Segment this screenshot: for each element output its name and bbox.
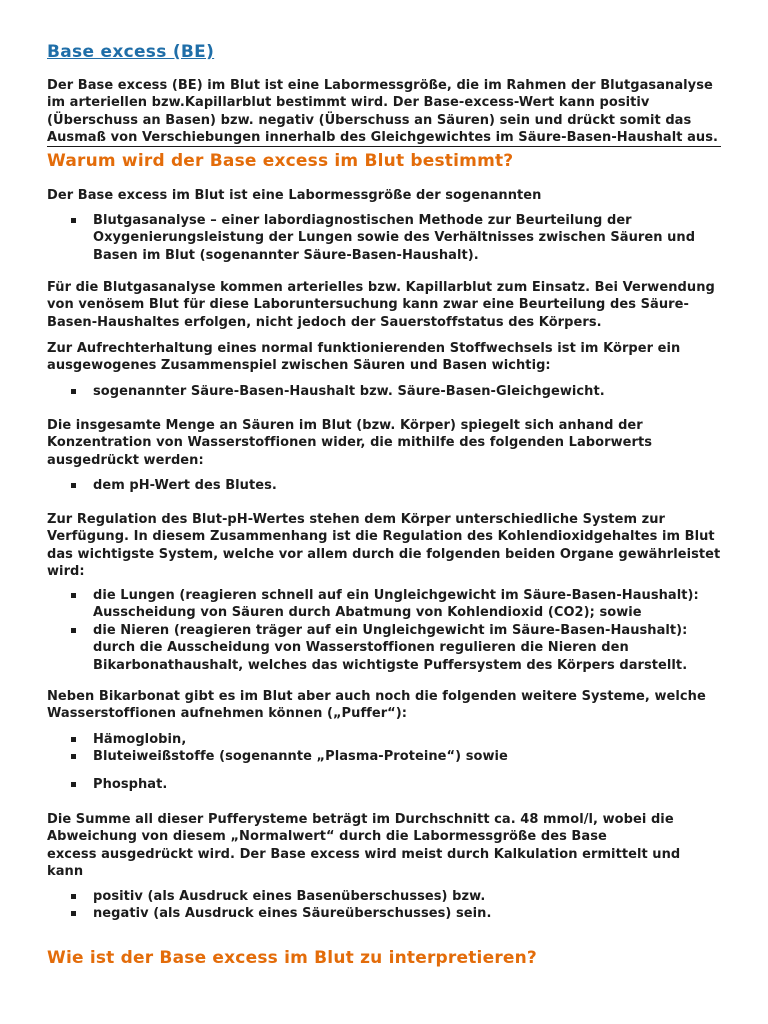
- section-heading-interpret: Wie ist der Base excess im Blut zu interpretieren?: [47, 948, 537, 968]
- list-item-line: sogenannter Säure-Basen-Haushalt bzw. Säure-Basen-Gleichgewicht.: [93, 384, 605, 399]
- paragraph-line: Die insgesamte Menge an Säuren im Blut (bzw. Körper) spiegelt sich anhand der: [47, 418, 643, 433]
- paragraph-line: ausgewogenes Zusammenspiel zwischen Säuren und Basen wichtig:: [47, 358, 551, 374]
- page-title: Base excess (BE): [47, 42, 215, 62]
- paragraph-line: wird:: [47, 564, 85, 580]
- list-item-line: Oxygenierungsleistung der Lungen sowie des Verhältnisses zwischen Säuren und: [93, 230, 696, 246]
- intro-paragraph: [47, 77, 718, 147]
- list-item-line: Blutgasanalyse – einer labordiagnostischen Methode zur Beurteilung der: [93, 213, 632, 228]
- list-item: [47, 622, 699, 674]
- bullet-list: [47, 587, 699, 674]
- list-item: [47, 748, 508, 765]
- paragraph: [47, 279, 715, 331]
- square-bullet-icon: [71, 737, 76, 742]
- list-item-line: negativ (als Ausdruck eines Säureüberschusses) sein.: [93, 906, 492, 922]
- paragraph-line: (Überschuss an Basen) bzw. negativ (Überschuss an Säuren) sein und drückt somit das: [47, 112, 692, 128]
- list-item: [47, 383, 605, 400]
- list-item-line: Bluteiweißstoffe (sogenannte „Plasma-Proteine“) sowie: [93, 749, 508, 765]
- list-item: [47, 587, 699, 622]
- square-bullet-icon: [71, 894, 76, 899]
- list-item: [47, 477, 277, 494]
- paragraph-line: kann: [47, 864, 84, 880]
- paragraph: [47, 187, 541, 204]
- square-bullet-icon: [71, 782, 76, 787]
- bullet-list: [47, 383, 605, 400]
- list-item-line: die Nieren (reagieren träger auf ein Ungleichgewicht im Säure-Basen-Haushalt):: [93, 622, 688, 638]
- square-bullet-icon: [71, 628, 76, 633]
- paragraph-line: das wichtigste System, welche vor allem durch die folgenden beiden Organe gewährleistet: [47, 546, 721, 562]
- section-divider: [47, 146, 721, 147]
- paragraph-line: ausgedrückt werden:: [47, 452, 204, 468]
- paragraph-line: Wasserstoffionen aufnehmen können („Puffer“):: [47, 706, 408, 722]
- square-bullet-icon: [71, 218, 76, 223]
- paragraph: [47, 417, 652, 469]
- list-item-line: durch die Ausscheidung von Wasserstoffionen regulieren die Nieren den: [93, 640, 629, 656]
- square-bullet-icon: [71, 389, 76, 394]
- paragraph-line: im arteriellen bzw.Kapillarblut bestimmt wird. Der Base-excess-Wert kann positiv: [47, 95, 650, 111]
- list-item-line: dem pH-Wert des Blutes.: [93, 478, 277, 493]
- list-item-line: Basen im Blut (sogenannter Säure-Basen-Haushalt).: [93, 247, 479, 263]
- paragraph: [47, 811, 680, 881]
- paragraph-line: Konzentration von Wasserstoffionen wider, die mithilfe des folgenden Laborwerts: [47, 435, 653, 451]
- list-item-line: positiv (als Ausdruck eines Basenüberschusses) bzw.: [93, 889, 486, 904]
- bullet-list: [47, 212, 695, 264]
- paragraph: [47, 340, 680, 375]
- paragraph-line: Der Base excess (BE) im Blut ist eine Labormessgröße, die im Rahmen der Blutgasanalyse: [47, 78, 713, 93]
- list-item-line: Bikarbonathaushalt, welches das wichtigste Puffersystem des Körpers darstellt.: [93, 657, 688, 673]
- square-bullet-icon: [71, 754, 76, 759]
- list-item-line: die Lungen (reagieren schnell auf ein Ungleichgewicht im Säure-Basen-Haushalt):: [93, 588, 699, 603]
- list-item: [47, 212, 695, 264]
- square-bullet-icon: [71, 483, 76, 488]
- paragraph-line: Verfügung. In diesem Zusammenhang ist die Regulation des Kohlendioxidgehaltes im Blut: [47, 529, 715, 545]
- list-item-line: Phosphat.: [93, 777, 168, 793]
- list-item: [47, 776, 508, 793]
- list-item-line: Ausscheidung von Säuren durch Abatmung von Kohlendioxid (CO2); sowie: [93, 605, 642, 621]
- paragraph-line: Basen-Haushaltes erfolgen, nicht jedoch der Sauerstoffstatus des Körpers.: [47, 314, 602, 330]
- paragraph-line: von venösem Blut für diese Laboruntersuchung kann zwar eine Beurteilung des Säure-: [47, 297, 689, 313]
- list-item: [47, 905, 491, 922]
- paragraph-line: Zur Aufrechterhaltung eines normal funktionierenden Stoffwechsels ist im Körper ein: [47, 341, 681, 356]
- paragraph: [47, 688, 706, 723]
- list-item-line: Hämoglobin,: [93, 732, 187, 747]
- list-item: [47, 888, 491, 905]
- section-heading-why: Warum wird der Base excess im Blut bestimmt?: [47, 151, 514, 171]
- paragraph-line: Der Base excess im Blut ist eine Labormessgröße der sogenannten: [47, 188, 542, 203]
- bullet-list: [47, 477, 277, 494]
- bullet-list: [47, 888, 491, 923]
- paragraph-line: Die Summe all dieser Pufferysteme beträgt im Durchschnitt ca. 48 mmol/l, wobei die: [47, 812, 674, 827]
- bullet-list: [47, 731, 508, 794]
- paragraph: [47, 511, 720, 581]
- paragraph-line: Neben Bikarbonat gibt es im Blut aber auch noch die folgenden weitere Systeme, welche: [47, 689, 706, 704]
- square-bullet-icon: [71, 911, 76, 916]
- square-bullet-icon: [71, 593, 76, 598]
- paragraph-line: Für die Blutgasanalyse kommen arterielles bzw. Kapillarblut zum Einsatz. Bei Verwendung: [47, 280, 715, 295]
- paragraph-line: Zur Regulation des Blut-pH-Wertes stehen dem Körper unterschiedliche System zur: [47, 512, 665, 527]
- paragraph-line: Abweichung von diesem „Normalwert“ durch die Labormessgröße des Base: [47, 829, 607, 845]
- paragraph-line: excess ausgedrückt wird. Der Base excess wird meist durch Kalkulation ermittelt und: [47, 846, 681, 862]
- paragraph-line: Ausmaß von Verschiebungen innerhalb des Gleichgewichtes im Säure-Basen-Haushalt aus.: [47, 130, 719, 146]
- list-item: [47, 731, 508, 748]
